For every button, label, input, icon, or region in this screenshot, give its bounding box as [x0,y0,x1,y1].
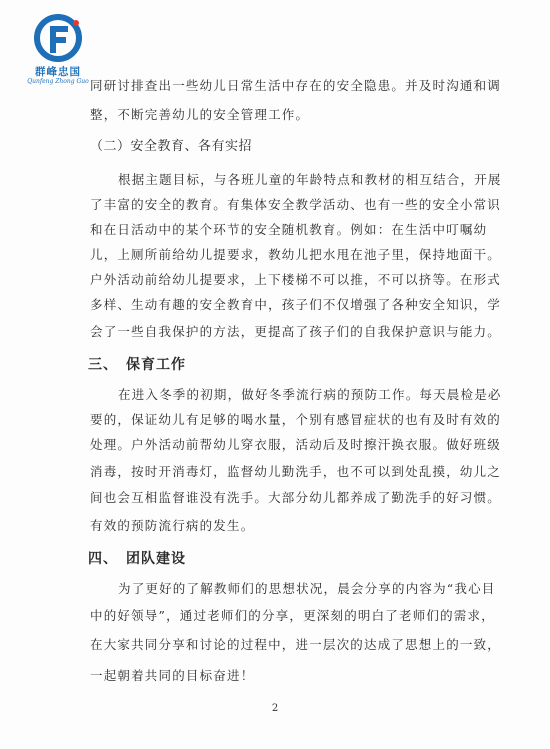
paragraph-line: 间也会互相监督谁没有洗手。大部分幼儿都养成了勤洗手的好习惯。 [90,490,502,505]
paragraph-line: 有效的预防流行病的发生。 [90,518,255,533]
paragraph-line: 在大家共同分享和讨论的过程中，进一层次的达成了思想上的一致， [90,637,502,652]
section-heading: 四、 团队建设 [88,551,186,567]
paragraph-line: 要的，保证幼儿有足够的喝水量，个别有感冒症状的也有及时有效的 [90,412,502,427]
paragraph-line: 整，不断完善幼儿的安全管理工作。 [90,107,310,122]
paragraph-line: 处理。户外活动前帮幼儿穿衣服，活动后及时擦汗换衣服。做好班级 [90,437,502,452]
paragraph-line: 消毒，按时开消毒灯，监督幼儿勤洗手，也不可以到处乱摸，幼儿之 [90,464,502,479]
paragraph-line: 多样、生动有趣的安全教育中，孩子们不仅增强了各种安全知识，学 [90,297,502,312]
paragraph-line: 同研讨排查出一些幼儿日常生活中存在的安全隐患。并及时沟通和调 [90,78,502,93]
paragraph-line: 中的好领导”，通过老师们的分享，更深刻的明白了老师们的需求， [90,608,495,623]
paragraph-line: 户外活动前给幼儿提要求，上下楼梯不可以推，不可以挤等。在形式 [90,272,502,287]
paragraph-line: 儿，上厕所前给幼儿提要求，教幼儿把水甩在池子里，保持地面干。 [90,247,502,262]
paragraph-line: 会了一些自我保护的方法，更提高了孩子们的自我保护意识与能力。 [90,324,502,339]
paragraph-line: 一起朝着共同的目标奋进！ [90,668,255,683]
section-heading: 三、 保育工作 [88,357,186,373]
logo-emblem-icon [32,14,84,64]
logo [22,14,92,85]
section-subheading: （二）安全教育、各有实招 [90,139,253,154]
paragraph-line: 在进入冬季的初期，做好冬季流行病的预防工作。每天晨检是必 [118,387,502,402]
paragraph-line: 和在日活动中的某个环节的安全随机教育。例如：在生活中叮嘱幼 [90,222,488,237]
paragraph-line: 了丰富的安全的教育。有集体安全教学活动、也有一些的安全小常识 [90,197,502,212]
logo-subtitle: Qunfeng Zhong Guo [27,78,89,85]
paragraph-line: 为了更好的了解教师们的思想状况，晨会分享的内容为“我心目 [118,581,496,596]
page-number: 2 [271,703,279,714]
paragraph-line: 根据主题目标，与各班儿童的年龄特点和教材的相互结合，开展 [118,172,502,187]
logo-name: 群峰忠国 [35,66,81,78]
